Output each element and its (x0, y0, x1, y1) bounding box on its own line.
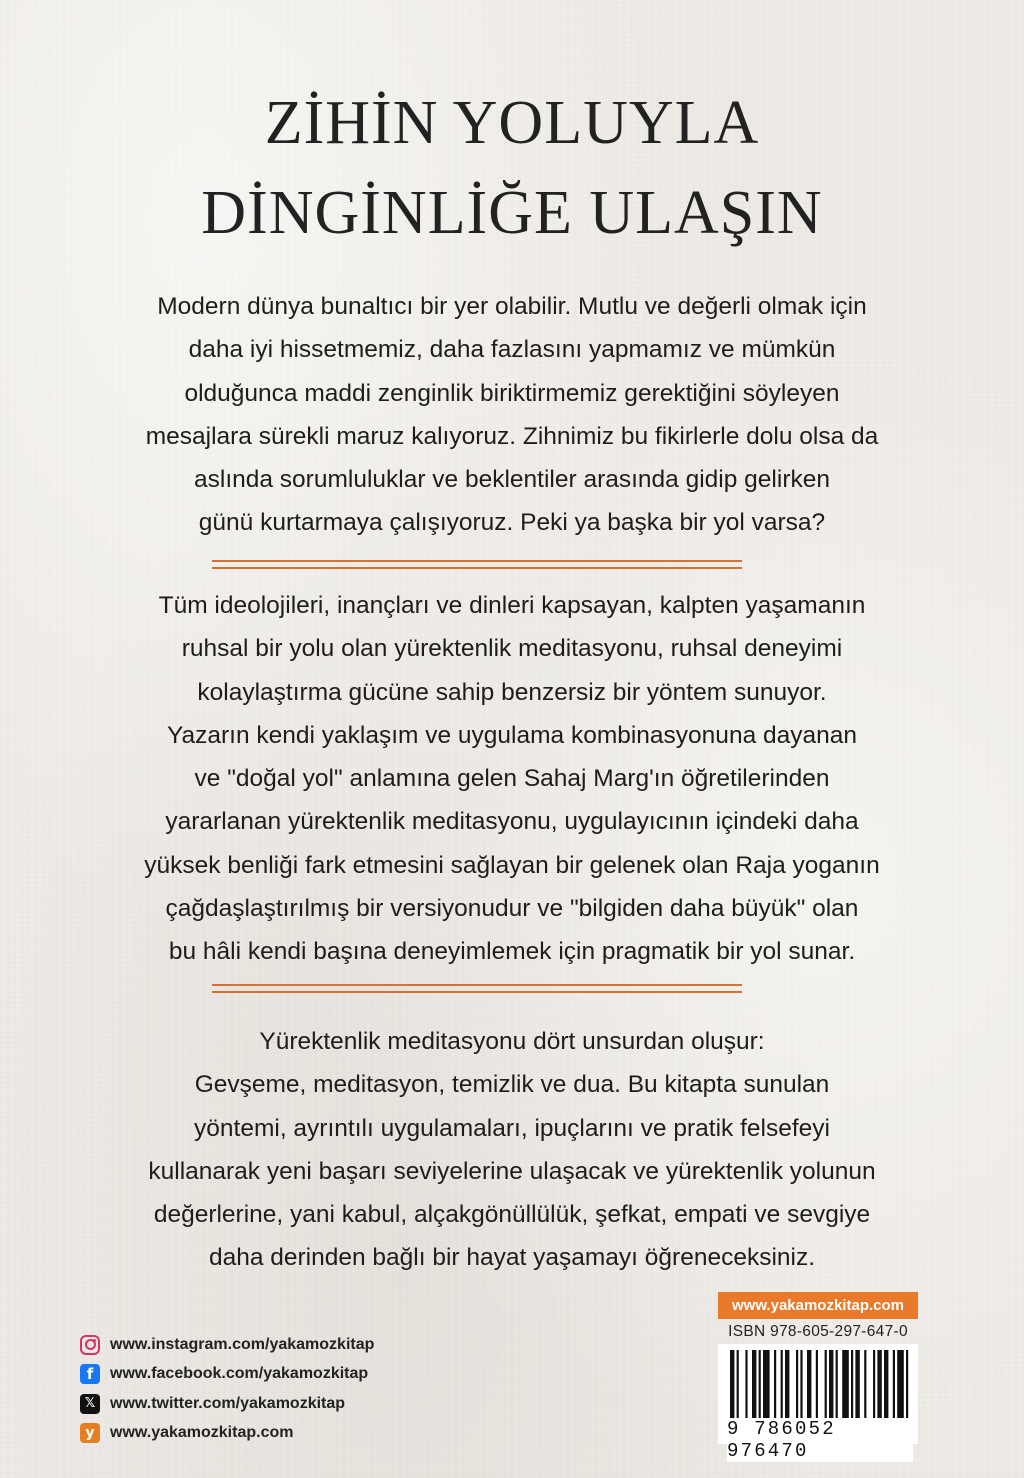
barcode-bar (781, 1350, 783, 1420)
barcode-bar (796, 1350, 798, 1420)
website-badge[interactable]: www.yakamozkitap.com (718, 1292, 918, 1319)
barcode-bar (836, 1350, 838, 1428)
barcode-bar (897, 1350, 904, 1420)
orange-divider (212, 984, 742, 993)
paragraph-line: çağdaşlaştırılmış bir versiyonudur ve "bilgiden daha büyük" olan (165, 895, 859, 923)
title-line-1: ZİHİN YOLUYLA (264, 89, 760, 157)
social-link-label: www.facebook.com/yakamozkitap (110, 1365, 369, 1383)
isbn-label: ISBN 978-605-297-647-0 (728, 1323, 908, 1340)
barcode-bar (873, 1350, 875, 1420)
barcode-bar (829, 1350, 833, 1420)
barcode-bar (800, 1350, 802, 1420)
paragraph-line: Yazarın kendi yaklaşım ve uygulama kombinasyonuna dayanan (166, 721, 858, 749)
social-link-twitter[interactable] (80, 1389, 374, 1419)
barcode-bar (752, 1350, 756, 1420)
social-link-label: www.twitter.com/yakamozkitap (110, 1394, 346, 1412)
paragraph-line: ruhsal bir yolu olan yürektenlik meditasyonu, ruhsal deneyimi (181, 635, 843, 663)
social-link-label: www.yakamozkitap.com (110, 1424, 294, 1442)
book-title (0, 78, 1024, 258)
barcode-bar (807, 1350, 811, 1420)
paragraph-line: değerlerine, yani kabul, alçakgönüllülük, şefkat, empati ve sevgiye (153, 1201, 871, 1229)
barcode-digits: 9 786052 976470 (727, 1418, 913, 1462)
barcode-bar (785, 1350, 789, 1420)
paragraph-line: daha derinden bağlı bir hayat yaşamayı öğreneceksiniz. (208, 1244, 816, 1272)
social-links (80, 1330, 374, 1448)
paragraph-line: Gevşeme, meditasyon, temizlik ve dua. Bu kitapta sunulan (194, 1071, 830, 1099)
title-line-2: DİNGİNLİĞE ULAŞIN (201, 179, 823, 247)
facebook-icon: f (80, 1364, 100, 1384)
barcode-bar (763, 1350, 770, 1420)
barcode-bar (893, 1350, 895, 1420)
barcode-bar (851, 1350, 853, 1420)
paragraph-line: mesajlara sürekli maruz kalıyoruz. Zihnimiz bu fikirlerle dolu olsa da (145, 422, 879, 450)
barcode-bar (825, 1350, 827, 1420)
x-twitter-icon: 𝕏 (80, 1394, 100, 1414)
barcode-bar (906, 1350, 908, 1420)
paragraph-line: daha iyi hissetmemiz, daha fazlasını yapmamız ve mümkün (188, 336, 836, 364)
barcode-bar (774, 1350, 776, 1420)
social-link-website[interactable] (80, 1419, 374, 1449)
paragraph-line: aslında sorumluluklar ve beklentiler arasında gidip gelirken (194, 466, 830, 494)
barcode-bar (737, 1350, 739, 1428)
paragraph-line: kullanarak yeni başarı seviyelerine ulaşacak ve yürektenlik yolunun (148, 1157, 876, 1185)
social-link-label: www.instagram.com/yakamozkitap (110, 1335, 375, 1353)
paragraph-line: olduğunca maddi zenginlik biriktirmemiz gerektiğini söyleyen (184, 379, 840, 407)
paragraph-line: günü kurtarmaya çalışıyoruz. Peki ya başka bir yol varsa? (198, 509, 826, 537)
barcode-bar (745, 1350, 747, 1420)
paragraph-line: yöntemi, ayrıntılı uygulamaları, ipuçlarını ve pratik felsefeyi (194, 1114, 830, 1142)
barcode-bar (842, 1350, 849, 1428)
barcode-bar (884, 1350, 888, 1420)
social-link-instagram[interactable] (80, 1330, 374, 1360)
paragraph-line: Modern dünya bunaltıcı bir yer olabilir. Mutlu ve değerli olmak için (157, 293, 867, 320)
paragraph-line: yüksek benliği fark etmesini sağlayan bir gelenek olan Raja yoganın (144, 851, 880, 879)
paragraph-line: yararlanan yürektenlik meditasyonu, uygulayıcının içindeki daha (165, 808, 859, 836)
barcode-bar (816, 1350, 818, 1420)
orange-divider (212, 560, 742, 569)
barcode-bar (864, 1350, 866, 1420)
social-link-facebook[interactable] (80, 1360, 374, 1390)
paragraph-line: ve "doğal yol" anlamına gelen Sahaj Marg'ın öğretilerinden (194, 765, 830, 793)
blurb-paragraph-1 (60, 285, 964, 545)
paragraph-line: kolaylaştırma gücüne sahip benzersiz bir yöntem sunuyor. (197, 678, 827, 706)
blurb-paragraph-2 (60, 584, 964, 974)
barcode-bar (759, 1350, 761, 1420)
paragraph-line: bu hâli kendi başına deneyimlemek için pragmatik bir yol sunar. (168, 938, 856, 966)
paragraph-line: Tüm ideolojileri, inançları ve dinleri kapsayan, kalpten yaşamanın (158, 592, 866, 619)
yakamoz-logo-icon: y (80, 1423, 100, 1443)
instagram-icon (80, 1335, 100, 1355)
barcode-bar (877, 1350, 881, 1420)
barcode-bar (855, 1350, 859, 1420)
paragraph-line: Yürektenlik meditasyonu dört unsurdan oluşur: (259, 1028, 765, 1055)
blurb-paragraph-3 (60, 1020, 964, 1280)
barcode-bar (730, 1350, 734, 1428)
